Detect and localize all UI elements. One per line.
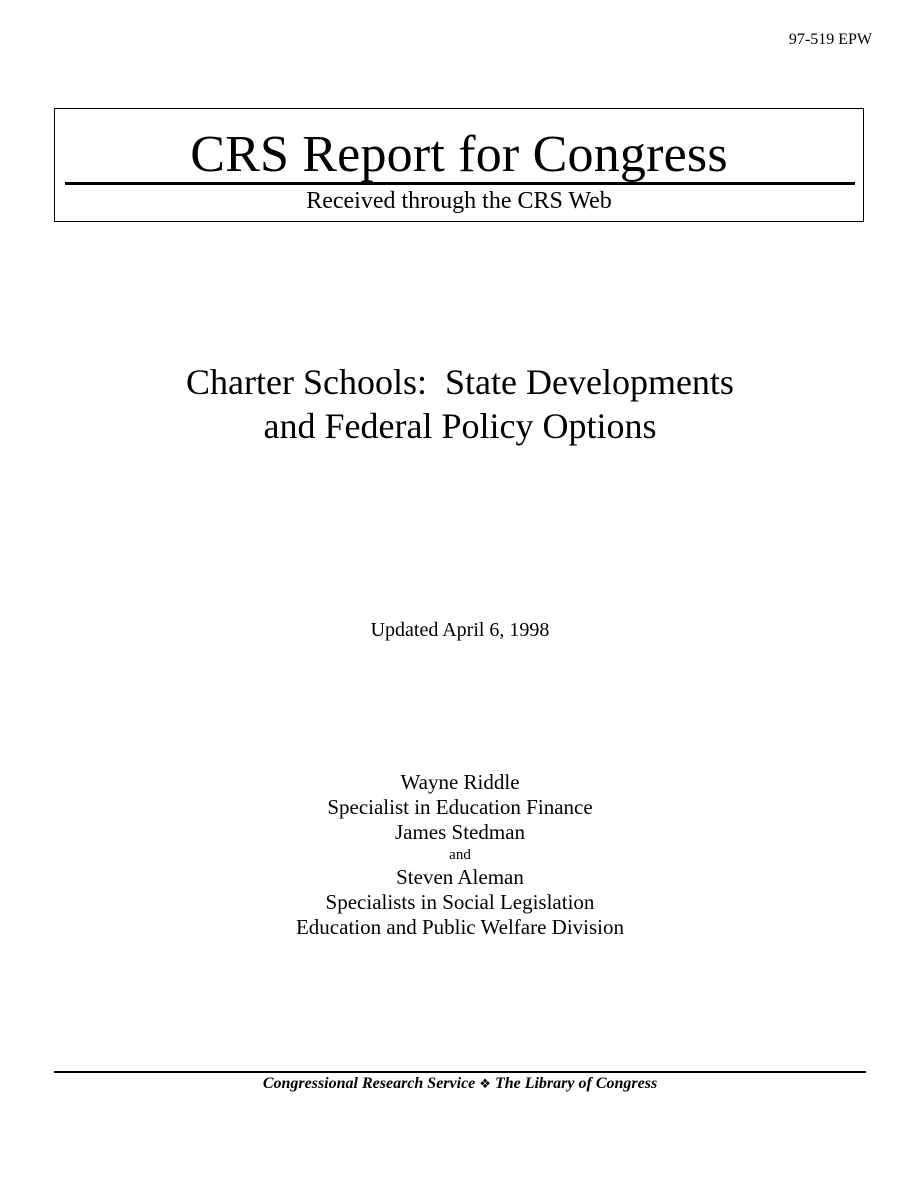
document-title xyxy=(0,360,920,448)
footer-organization: Congressional Research Service xyxy=(262,1075,476,1092)
document-title-line-2: and Federal Policy Options xyxy=(263,406,657,446)
author-division: Education and Public Welfare Division xyxy=(295,915,624,939)
header-title: CRS Report for Congress xyxy=(190,126,728,183)
author-block xyxy=(0,770,920,940)
author-conjunction: and xyxy=(449,847,471,863)
diamond-ornament-icon: ❖ xyxy=(479,1077,491,1092)
footer-divider xyxy=(54,1071,866,1073)
report-number: 97-519 EPW xyxy=(788,31,872,48)
footer xyxy=(0,1074,920,1095)
document-date: Updated April 6, 1998 xyxy=(370,619,550,641)
document-title-line-1: Charter Schools: State Developments xyxy=(186,362,734,402)
author-name: Wayne Riddle xyxy=(400,770,520,794)
author-name: Steven Aleman xyxy=(396,865,524,889)
author-title: Specialists in Social Legislation xyxy=(325,890,595,914)
author-name: James Stedman xyxy=(394,820,526,844)
header-subtitle: Received through the CRS Web xyxy=(306,188,612,214)
footer-library: The Library of Congress xyxy=(494,1075,658,1092)
report-header-box xyxy=(54,108,864,222)
author-title: Specialist in Education Finance xyxy=(327,795,593,819)
header-divider xyxy=(65,182,855,185)
